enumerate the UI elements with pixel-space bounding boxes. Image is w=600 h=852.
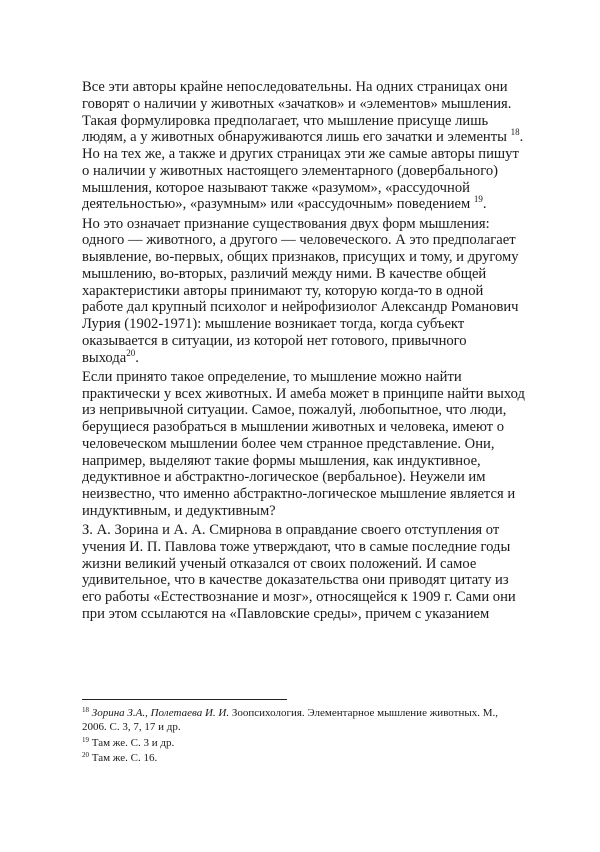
- text-line: [82, 113, 542, 130]
- line-text: удивительное, что в качестве доказательства они приводят цитату из: [82, 572, 509, 589]
- paragraph: [82, 369, 542, 520]
- text-line: [82, 402, 542, 419]
- line-text: человеческом мышлении более чем странное представление. Они,: [82, 435, 495, 452]
- line-text: жизни великий ученый отказался от своих положений. И самое: [82, 555, 477, 572]
- footnote-text: Там же. С. 16.: [89, 752, 158, 764]
- footnotes: [82, 706, 542, 767]
- text-line: [82, 486, 542, 503]
- line-text: о наличии у животных настоящего элементарного (довербального): [82, 162, 498, 179]
- line-text: например, выделяют такие формы мышления, как индуктивное,: [82, 452, 481, 469]
- line-text: неизвестно, что именно абстрактно-логическое мышление является и: [82, 486, 516, 502]
- footnote-text-cont: 2006. С. 3, 7, 17 и др.: [82, 721, 181, 733]
- line-text: Все эти авторы крайне непоследовательны. На одних страницах они: [82, 79, 508, 95]
- text-line: [82, 556, 542, 573]
- text-line: [82, 96, 542, 113]
- footnote-text: Там же. С. 3 и др.: [89, 736, 175, 749]
- text-line: [82, 369, 542, 386]
- footnote-authors: Зорина З.А., Полетаева И. И.: [91, 707, 230, 719]
- footnote: [82, 706, 542, 734]
- footnote-ref: 19: [473, 194, 483, 205]
- line-text: З. А. Зорина и А. А. Смирнова в оправдание своего отступления от: [82, 522, 500, 538]
- paragraph: [82, 216, 542, 367]
- text-line: [82, 347, 542, 367]
- text-line: [82, 503, 542, 520]
- text-line: [82, 232, 542, 249]
- footnote-number: 20: [82, 751, 89, 759]
- line-text-after: .: [519, 129, 524, 146]
- footnote: [82, 751, 542, 765]
- line-text: индуктивным, и дедуктивным?: [82, 502, 276, 519]
- text-line: [82, 386, 542, 403]
- text-line: [82, 299, 542, 316]
- line-text: Но на тех же, а также и других страницах эти же самые авторы пишут: [82, 146, 519, 162]
- line-text: деятельностью», «разумным» или «рассудочным» поведением: [82, 196, 474, 213]
- line-text: работе дал крупный психолог и нейрофизиолог Александр Романович: [82, 299, 519, 316]
- line-text: Лурия (1902-1971): мышление возникает тогда, когда субъект: [82, 316, 465, 332]
- text-line: [82, 436, 542, 453]
- text-line: [82, 249, 542, 266]
- footnote: [82, 736, 542, 750]
- text-line: [82, 316, 542, 333]
- text-line: [82, 283, 542, 300]
- body-text: [82, 79, 542, 625]
- line-text: говорят о наличии у животных «зачатков» и «элементов» мышления.: [82, 95, 512, 112]
- text-line: [82, 589, 542, 606]
- footnote-text: Зоопсихология. Элементарное мышление животных. М.,: [229, 707, 499, 719]
- text-line: [82, 333, 542, 350]
- text-line: [82, 469, 542, 486]
- line-text: мышления, которое называют также «разумом», «рассудочной: [82, 179, 470, 196]
- line-text: берущиеся разобраться в мышлении животных и человека, имеют о: [82, 419, 504, 435]
- footnote-ref: 18: [510, 127, 520, 138]
- line-text: практически у всех животных. И амеба может в принципе найти выход: [82, 385, 525, 402]
- footnote-ref: 20: [126, 347, 136, 358]
- line-text-after: .: [482, 196, 487, 213]
- line-text: учения И. П. Павлова тоже утверждают, что в самые последние годы: [82, 538, 511, 555]
- line-text: Такая формулировка предполагает, что мышление присуще лишь: [82, 112, 489, 129]
- footnote-number: 19: [82, 735, 89, 744]
- text-line: [82, 419, 542, 436]
- line-text: одного — животного, а другого — человеческого. А это предполагает: [82, 232, 516, 249]
- text-line: [82, 216, 542, 233]
- text-line: [82, 163, 542, 180]
- line-text: Но это означает признание существования двух форм мышления:: [82, 215, 490, 232]
- line-text: из непривычной ситуации. Самое, пожалуй, любопытное, что люди,: [82, 402, 507, 419]
- line-text: его работы «Естествознание и мозг», относящейся к 1909 г. Сами они: [82, 589, 516, 605]
- line-text: Если принято такое определение, то мышление можно найти: [82, 368, 462, 385]
- text-line: [82, 539, 542, 556]
- footnote-number: 18: [82, 706, 89, 714]
- paragraph: [82, 522, 542, 623]
- text-line: [82, 79, 542, 96]
- text-line: [82, 522, 542, 539]
- text-line: [82, 453, 542, 470]
- text-line: [82, 572, 542, 589]
- text-line: [82, 146, 542, 163]
- text-line: [82, 129, 542, 146]
- line-text: выявление, во-первых, общих признаков, присущих и тому, и другому: [82, 249, 519, 265]
- footnote-separator: [82, 699, 287, 700]
- line-text: мышлению, во-вторых, различий между ними. В качестве общей: [82, 265, 487, 282]
- line-text: оказывается в ситуации, из которой нет готового, привычного: [82, 332, 467, 349]
- line-text: людям, а у животных обнаруживаются лишь его зачатки и элементы: [82, 129, 511, 146]
- line-text: выхода: [82, 349, 127, 366]
- line-text: при этом ссылаются на «Павловские среды», причем с указанием: [82, 605, 490, 622]
- text-line: [82, 196, 542, 213]
- line-text: характеристики авторы принимают ту, которую когда-то в одной: [82, 282, 484, 299]
- text-line: [82, 266, 542, 283]
- paragraph: [82, 79, 542, 213]
- text-line: [82, 606, 542, 623]
- line-text-after: .: [135, 349, 139, 366]
- line-text: дедуктивное и абстрактно-логическое (вербальное). Неужели им: [82, 469, 486, 486]
